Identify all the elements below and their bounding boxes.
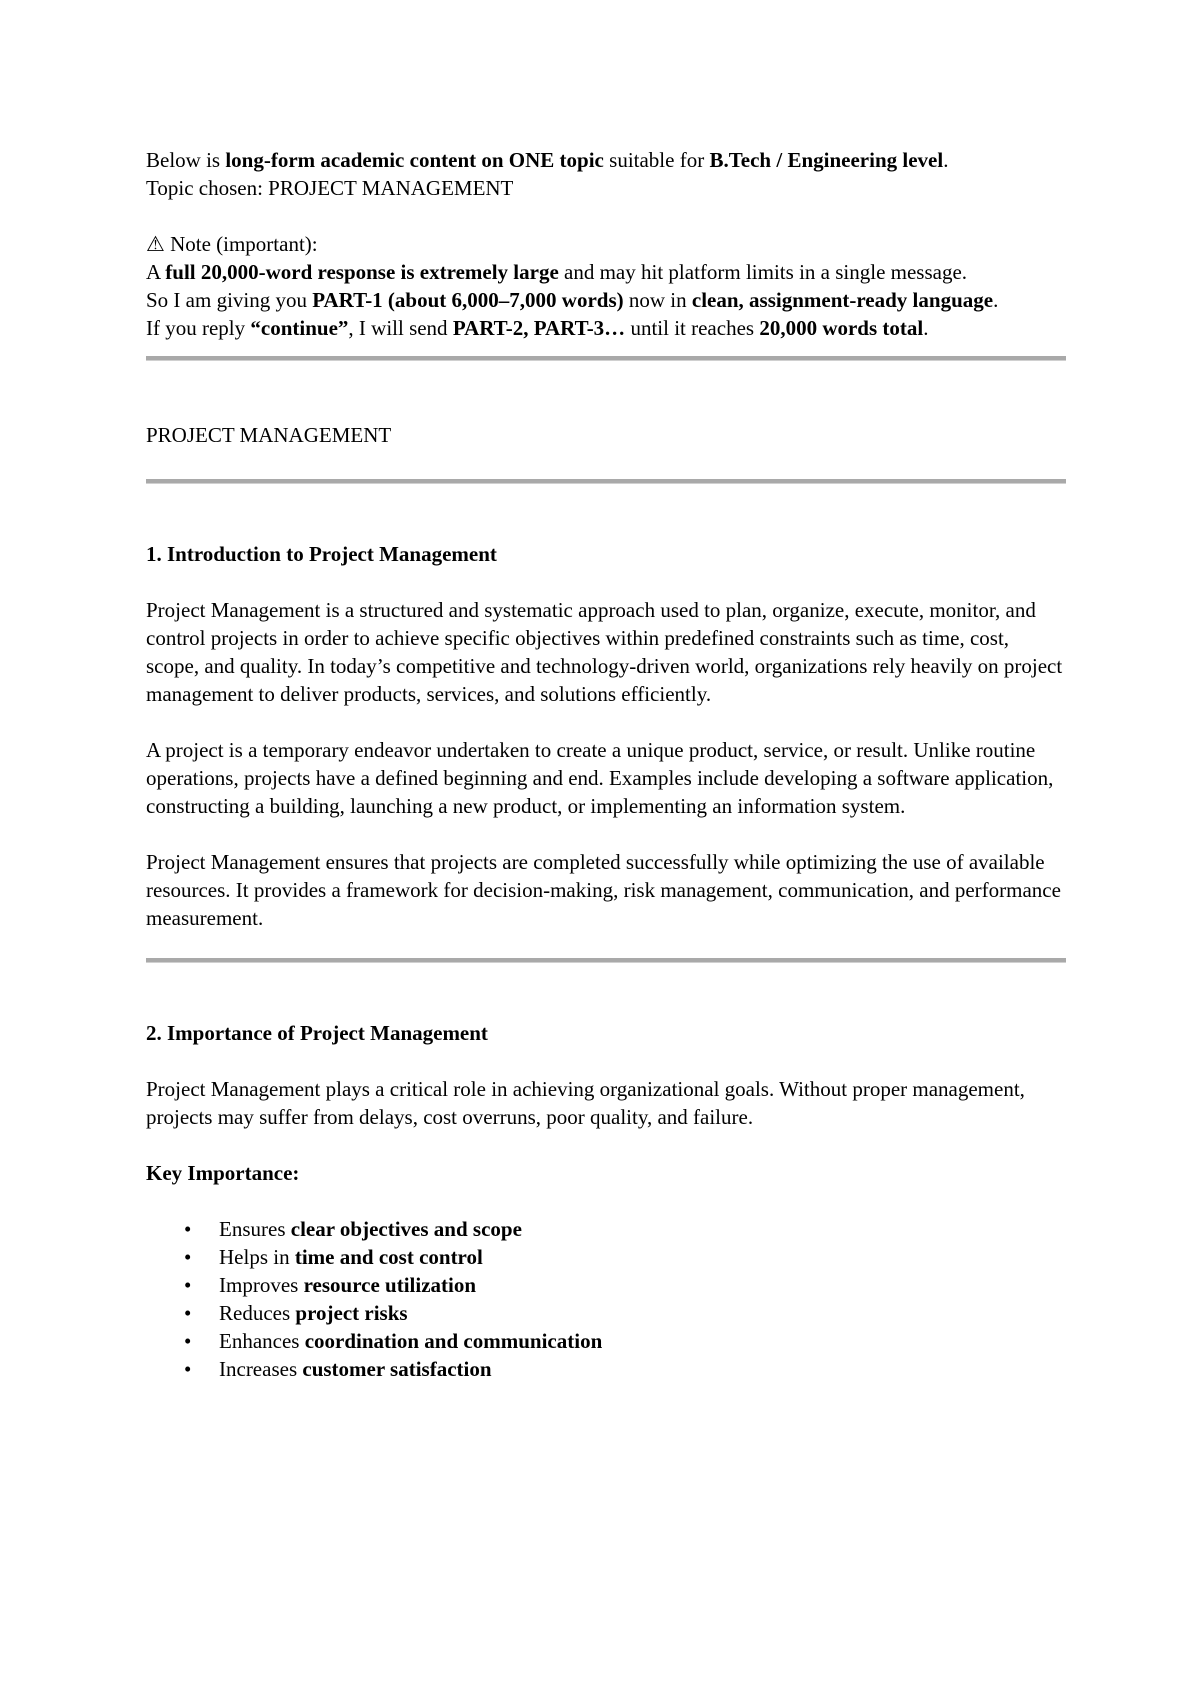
section-2-paragraph-1: Project Management plays a critical role in achieving organizational goals. Without proper management, projects may suffer from delays, cost overruns, poor quality, and failure. <box>146 1077 1025 1129</box>
list-item-bold-text: resource utilization <box>303 1273 477 1297</box>
horizontal-rule <box>146 958 1066 963</box>
list-item-bold-text: coordination and communication <box>304 1329 603 1353</box>
note-bold-text: PART-2, PART-3… <box>452 316 626 340</box>
note-bold-text: PART-1 (about 6,000–7,000 words) <box>312 288 624 312</box>
bullet-icon: • <box>184 1357 192 1381</box>
list-item <box>146 1327 1066 1355</box>
list-item <box>146 1299 1066 1327</box>
note-bold-text: “continue” <box>250 316 349 340</box>
list-item-bold-text: time and cost control <box>294 1245 483 1269</box>
list-item <box>146 1215 1066 1243</box>
note-bold-text: 20,000 words total <box>759 316 924 340</box>
note-line-3 <box>146 314 1066 342</box>
intro-line <box>146 146 1066 174</box>
topic-value: PROJECT MANAGEMENT <box>268 176 514 200</box>
note-text: and may hit platform limits in a single message. <box>558 260 968 284</box>
note-bold-text: full 20,000-word response is extremely large <box>165 260 559 284</box>
note-text: . <box>923 316 929 340</box>
note-text: So I am giving you <box>146 288 313 312</box>
bullet-icon: • <box>184 1301 192 1325</box>
horizontal-rule <box>146 356 1066 361</box>
bullet-icon: • <box>184 1329 192 1353</box>
note-text: until it reaches <box>625 316 760 340</box>
note-bold-text: clean, assignment-ready language <box>691 288 994 312</box>
topic-line <box>146 174 1066 202</box>
key-importance-list <box>146 1215 1066 1383</box>
note-text: If you reply <box>146 316 251 340</box>
note-line-1 <box>146 258 1066 286</box>
list-item <box>146 1243 1066 1271</box>
list-item-bold-text: project risks <box>295 1301 408 1325</box>
list-item-text: Increases <box>219 1357 303 1381</box>
list-item-bold-text: customer satisfaction <box>302 1357 492 1381</box>
intro-text: . <box>943 148 949 172</box>
section-1-paragraph-3: Project Management ensures that projects are completed successfully while optimizing the use of available resources. It provides a framework for decision-making, risk management, communication, and performance measurement. <box>146 850 1061 930</box>
bullet-icon: • <box>184 1245 192 1269</box>
section-1-heading: 1. Introduction to Project Management <box>146 542 497 566</box>
intro-bold-text: long-form academic content on ONE topic <box>225 148 604 172</box>
list-item-text: Ensures <box>219 1217 291 1241</box>
list-item <box>146 1355 1066 1383</box>
section-2-heading: 2. Importance of Project Management <box>146 1021 488 1045</box>
list-item-bold-text: clear objectives and scope <box>290 1217 522 1241</box>
section-1-paragraph-1: Project Management is a structured and systematic approach used to plan, organize, execute, monitor, and control projects in order to achieve specific objectives within predefined constraints such as time, cost, scope, and quality. In today’s competitive and technology-driven world, organizations rely heavily on project management to deliver products, services, and solutions efficiently. <box>146 598 1063 706</box>
document-page <box>146 146 1066 1383</box>
document-title: PROJECT MANAGEMENT <box>146 423 392 447</box>
note-text: A <box>146 260 166 284</box>
note-line-2 <box>146 286 1066 314</box>
bullet-icon: • <box>184 1217 192 1241</box>
intro-text: Below is <box>146 148 226 172</box>
list-item <box>146 1271 1066 1299</box>
bullet-icon: • <box>184 1273 192 1297</box>
list-item-text: Reduces <box>219 1301 296 1325</box>
note-text: . <box>993 288 999 312</box>
intro-text: suitable for <box>603 148 710 172</box>
section-1-paragraph-2: A project is a temporary endeavor undertaken to create a unique product, service, or result. Unlike routine operations, projects have a defined beginning and end. Examples include developing a software application, constructing a building, launching a new product, or implementing an information system. <box>146 738 1054 818</box>
topic-label: Topic chosen: <box>146 176 269 200</box>
intro-bold-text: B.Tech / Engineering level <box>709 148 944 172</box>
note-text: , I will send <box>348 316 453 340</box>
note-title: ⚠ Note (important): <box>146 232 318 256</box>
note-text: now in <box>623 288 692 312</box>
horizontal-rule <box>146 479 1066 484</box>
list-item-text: Enhances <box>219 1329 305 1353</box>
list-item-text: Helps in <box>219 1245 295 1269</box>
key-importance-heading: Key Importance: <box>146 1161 300 1185</box>
list-item-text: Improves <box>219 1273 304 1297</box>
